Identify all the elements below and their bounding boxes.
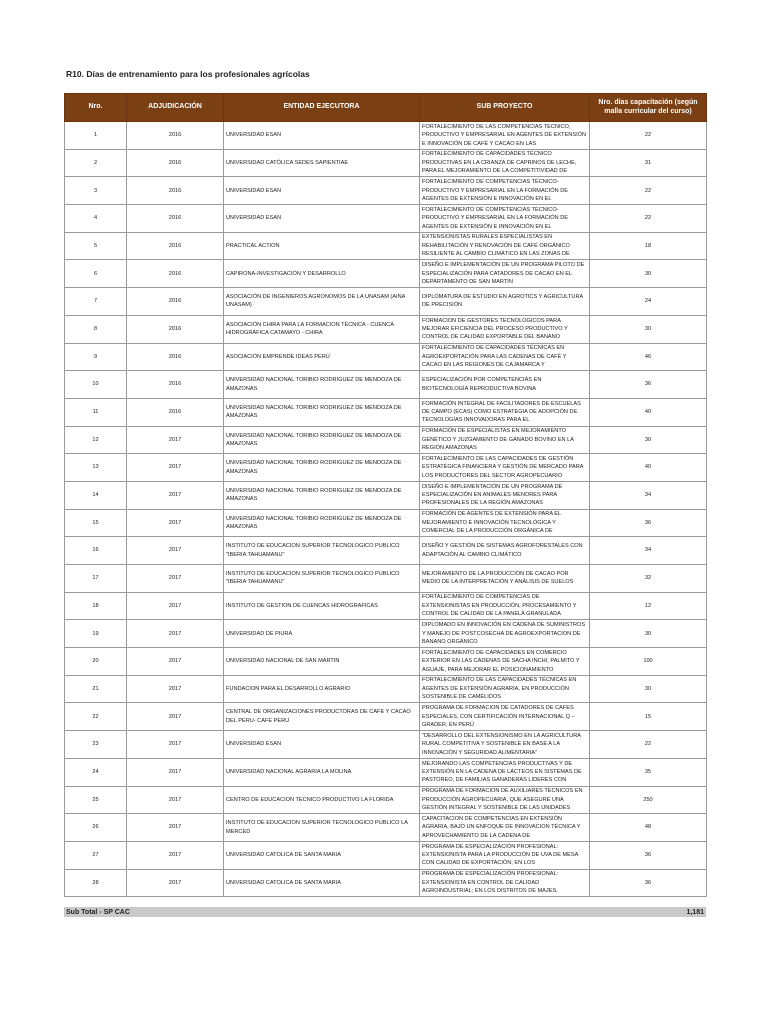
cell-entidad xyxy=(224,565,420,593)
cell-entidad xyxy=(224,675,420,703)
cell-nro: 24 xyxy=(65,758,127,786)
cell-nro: 1 xyxy=(65,122,127,150)
table-row xyxy=(65,260,707,288)
cell-entidad-text: ASOCIACIÓN CHIRA PARA LA FORMACION TÉCNICA - CUENCA HIDROGRÁFICA CATAMAYO - CHIRA xyxy=(226,321,394,337)
table-row xyxy=(65,703,707,731)
cell-subproyecto-text: PROGRAMA DE FORMACION DE CATADORES DE CAFES ESPECIALES, CON CERTIFICACIÓN INTERNACIONAL Q – GRADER, EN PERÚ xyxy=(422,705,575,728)
cell-subproyecto-text: "DESARROLLO DEL EXTENSIONISMO EN LA AGRICULTURA RURAL COMPETITIVA Y SOSTENIBLE EN BASE A LA INNOVACIÓN Y SEGURIDAD ALIMENTARIA" xyxy=(422,732,581,756)
cell-nro: 22 xyxy=(65,703,127,731)
table-row xyxy=(65,232,707,260)
cell-entidad xyxy=(224,786,420,814)
table-row xyxy=(65,814,707,842)
cell-entidad xyxy=(224,205,420,233)
cell-subproyecto xyxy=(420,841,590,869)
cell-subproyecto-text: FORTALECIMIENTO DE CAPACIDADES TÉCNICO PRODUCTIVAS EN LA CRIANZA DE CAPRINOS DE LECHE, PARA EL MEJORAMIENTO DE LA COMPETITIVIDAD DE xyxy=(422,151,577,175)
header-adjudicacion: ADJUDICACIÓN xyxy=(127,94,224,122)
cell-entidad xyxy=(224,177,420,205)
cell-subproyecto-text: DIPLOMATURA DE ESTUDIO EN AGROTICS Y AGRICULTURA DE PRECISIÓN xyxy=(422,294,583,309)
cell-dias: 36 xyxy=(590,841,707,869)
cell-dias: 35 xyxy=(590,758,707,786)
cell-entidad-text: INSTITUTO DE GESTION DE CUENCAS HIDROGRAFICAS xyxy=(226,602,378,609)
cell-entidad xyxy=(224,371,420,399)
cell-subproyecto xyxy=(420,122,590,150)
subtotal-label: Sub Total - SP CAC xyxy=(66,908,130,916)
cell-nro: 20 xyxy=(65,648,127,676)
cell-entidad xyxy=(224,509,420,537)
cell-entidad xyxy=(224,398,420,426)
cell-subproyecto-text: FORMACION DE GESTORES TECNOLOGICOS PARA MEJORAR EFICIENCIA DEL PROCESO PRODUCTIVO Y CONTROL DE CALIDAD EXPORTABLE DEL BANANO xyxy=(422,317,568,341)
cell-entidad xyxy=(224,315,420,343)
cell-entidad-text: PRACTICAL ACTION xyxy=(226,242,280,249)
cell-dias: 30 xyxy=(590,426,707,454)
cell-adjudicacion: 2017 xyxy=(127,426,224,454)
cell-nro: 13 xyxy=(65,454,127,482)
cell-dias: 24 xyxy=(590,288,707,316)
cell-entidad-text: UNIVERSIDAD NACIONAL TORIBIO RODRIGUEZ DE MENDOZA DE AMAZONAS xyxy=(226,460,402,475)
cell-subproyecto-text: MEJORAMIENTO DE LA PRODUCCIÓN DE CACAO POR MEDIO DE LA INTERPRETACIÓN Y ANÁLISIS DE SUELOS xyxy=(422,570,574,586)
table-row xyxy=(65,537,707,565)
cell-entidad-text: UNIVERSIDAD NACIONAL TORIBIO RODRIGUEZ DE MENDOZA DE AMAZONAS xyxy=(226,515,402,530)
cell-subproyecto-text: FORMACIÓN INTEGRAL DE FACILITADORES DE ESCUELAS DE CAMPO (ECAS) COMO ESTRATEGIA DE ADOPCIÓN DE TECNOLOGÍAS INNOVADORAS PARA EL xyxy=(422,400,581,424)
cell-nro: 27 xyxy=(65,841,127,869)
cell-subproyecto xyxy=(420,454,590,482)
table-row xyxy=(65,288,707,316)
cell-subproyecto xyxy=(420,509,590,537)
cell-subproyecto-text: FORTALECIMIENTO DE CAPACIDADES TÉCNICAS EN AGROEXPORTACIÓN PARA LAS CADENAS DE CAFÉ Y CACAO EN LAS REGIONES DE CAJAMARCA Y xyxy=(422,345,567,369)
cell-nro: 14 xyxy=(65,481,127,509)
table-row xyxy=(65,841,707,869)
cell-subproyecto-text: FORTALECIMIENTO DE LAS CAPACIDADES TÉCNICAS EN AGENTES DE EXTENSIÓN AGRARIA, EN PRODUCCIÓN SOSTENIBLE DE CAMÉLIDOS xyxy=(422,677,577,701)
table-row xyxy=(65,398,707,426)
cell-subproyecto-text: DIPLOMADO EN INNOVACIÓN EN CADENA DE SUMINISTROS Y MANEJO DE POSTCOSECHA DE AGROEXPORTACION DE BANANO ORGÁNICO xyxy=(422,622,586,645)
cell-subproyecto-text: FORTALECIMIENTO DE COMPETENCIAS TÉCNICO-PRODUCTIVO Y EMPRESARIAL EN LA FORMACIÓN DE AGENTES DE EXTENSIÓN E INNOVACIÓN EN EL xyxy=(422,206,568,230)
cell-entidad xyxy=(224,592,420,620)
cell-adjudicacion: 2016 xyxy=(127,315,224,343)
cell-entidad xyxy=(224,288,420,316)
cell-subproyecto xyxy=(420,869,590,897)
cell-nro: 19 xyxy=(65,620,127,648)
cell-adjudicacion: 2017 xyxy=(127,841,224,869)
cell-subproyecto xyxy=(420,260,590,288)
cell-entidad-text: FUNDACION PARA EL DESARROLLO AGRARIO xyxy=(226,685,351,692)
cell-adjudicacion: 2017 xyxy=(127,675,224,703)
cell-nro: 8 xyxy=(65,315,127,343)
cell-subproyecto-text: FORTALECIMIENTO DE CAPACIDADES EN COMERCIO EXTERIOR EN LAS CADENAS DE SACHA INCHI, PALMITO Y AGUAJE, PARA MEJORAR EL POSICIONAMIENTO xyxy=(422,649,580,673)
cell-entidad-text: UNIVERSIDAD CATOLICA DE SANTA MARIA xyxy=(226,879,342,886)
cell-nro: 5 xyxy=(65,232,127,260)
table-row xyxy=(65,343,707,371)
cell-nro: 4 xyxy=(65,205,127,233)
cell-adjudicacion: 2017 xyxy=(127,565,224,593)
cell-dias: 48 xyxy=(590,814,707,842)
table-row xyxy=(65,509,707,537)
cell-subproyecto xyxy=(420,786,590,814)
cell-nro: 21 xyxy=(65,675,127,703)
header-dias: Nro. días capacitación (según malla curricular del curso) xyxy=(590,94,707,122)
subtotal-value: 1,181 xyxy=(686,908,704,916)
cell-subproyecto-text: DISEÑO Y GESTIÓN DE SISTEMAS AGROFORESTALES CON ADAPTACIÓN AL CAMBIO CLIMÁTICO xyxy=(422,543,583,558)
cell-subproyecto xyxy=(420,620,590,648)
training-days-table xyxy=(64,93,707,897)
table-row xyxy=(65,481,707,509)
cell-subproyecto-text: DISEÑO E IMPLEMENTACIÓN DE UN PROGRAMA DE ESPECIALIZACIÓN EN ANIMALES MENORES PARA PROFESIONALES DE LA REGIÓN AMAZONAS xyxy=(422,483,563,507)
cell-subproyecto xyxy=(420,426,590,454)
cell-entidad xyxy=(224,454,420,482)
cell-nro: 2 xyxy=(65,149,127,177)
cell-subproyecto xyxy=(420,675,590,703)
cell-adjudicacion: 2017 xyxy=(127,481,224,509)
table-row xyxy=(65,426,707,454)
section-title: R10. Días de entrenamiento para los profesionales agrícolas xyxy=(66,69,310,79)
cell-adjudicacion: 2017 xyxy=(127,648,224,676)
cell-subproyecto-text: FORMACIÓN DE AGENTES DE EXTENSIÓN PARA EL MEJORAMIENTO E INNOVACIÓN TECNOLÓGICA Y COMERCIAL DE LA PRODUCCIÓN ORGÁNICA DE xyxy=(422,511,561,535)
cell-dias: 12 xyxy=(590,592,707,620)
cell-subproyecto-text: ESPECIALIZACIÓN POR COMPETENCIAS EN BIOTECNOLOGÍA REPRODUCTIVA BOVINA xyxy=(422,377,542,392)
cell-adjudicacion: 2017 xyxy=(127,537,224,565)
cell-subproyecto xyxy=(420,731,590,759)
cell-subproyecto xyxy=(420,343,590,371)
cell-dias: 31 xyxy=(590,149,707,177)
cell-entidad-text: CENTRO DE EDUCACION TECNICO PRODUCTIVO LA FLORIDA xyxy=(226,796,394,803)
cell-dias: 30 xyxy=(590,675,707,703)
table-row xyxy=(65,620,707,648)
cell-dias: 22 xyxy=(590,731,707,759)
cell-entidad xyxy=(224,260,420,288)
cell-subproyecto xyxy=(420,648,590,676)
cell-entidad-text: INSTITUTO DE EDUCACION SUPERIOR TECNOLOGICO PUBLICO "IBERIA TAHUAMANU" xyxy=(226,570,400,586)
cell-entidad-text: INSTITUTO DE EDUCACION SUPERIOR TECNOLOGICO PUBLICO "IBERIA TAHUAMANU" xyxy=(226,543,400,558)
cell-dias: 250 xyxy=(590,786,707,814)
cell-subproyecto-text: FORMACIÓN DE ESPECIALISTAS EN MEJORAMIENTO GENÉTICO Y JUZGAMIENTO DE GANADO BOVINO EN LA REGIÓN AMAZONAS xyxy=(422,428,574,452)
cell-dias: 15 xyxy=(590,703,707,731)
cell-dias: 32 xyxy=(590,565,707,593)
cell-nro: 28 xyxy=(65,869,127,897)
cell-dias: 36 xyxy=(590,371,707,399)
cell-subproyecto-text: PROGRAMA DE ESPECIALIZACIÓN PROFESIONAL: EXTENSIONISTA EN CONTROL DE CALIDAD AGROINDUSTRIAL; EN LOS DISTRITOS DE MAJES, xyxy=(422,871,559,895)
table-header-row xyxy=(65,94,707,122)
cell-entidad xyxy=(224,122,420,150)
cell-entidad-text: INSTITUTO DE EDUCACION SUPERIOR TECNOLOGICO PUBLICO LA MERCED xyxy=(226,820,408,835)
table-row xyxy=(65,675,707,703)
cell-adjudicacion: 2017 xyxy=(127,620,224,648)
cell-adjudicacion: 2016 xyxy=(127,288,224,316)
cell-entidad-text: UNIVERSIDAD ESAN xyxy=(226,741,282,748)
table-row xyxy=(65,758,707,786)
cell-adjudicacion: 2017 xyxy=(127,786,224,814)
cell-subproyecto xyxy=(420,232,590,260)
cell-adjudicacion: 2016 xyxy=(127,398,224,426)
cell-subproyecto-text: PROGRAMA DE FORMACION DE AUXILIARES TECNICOS EN PRODUCCIÓN AGROPECUARIA, QUE ASEGURE UNA GESTIÓN INTEGRAL Y SOSTENIBLE DE LAS UNIDADES xyxy=(422,788,583,812)
cell-nro: 10 xyxy=(65,371,127,399)
table-row xyxy=(65,122,707,150)
cell-entidad-text: UNIVERSIDAD ESAN xyxy=(226,215,282,222)
cell-adjudicacion: 2016 xyxy=(127,149,224,177)
cell-entidad-text: UNIVERSIDAD DE PIURA xyxy=(226,630,293,637)
table-row xyxy=(65,731,707,759)
cell-subproyecto-text: FORTALECIMIENTO DE LAS CAPACIDADES DE GESTIÓN ESTRATÉGICA FINANCIERA Y GESTIÓN DE MERCADO PARA LOS PRODUCTORES DEL SECTOR AGROPECUARIO xyxy=(422,455,584,479)
cell-nro: 15 xyxy=(65,509,127,537)
cell-entidad xyxy=(224,648,420,676)
cell-dias: 34 xyxy=(590,537,707,565)
cell-subproyecto xyxy=(420,398,590,426)
cell-subproyecto xyxy=(420,149,590,177)
cell-adjudicacion: 2017 xyxy=(127,592,224,620)
table-row xyxy=(65,177,707,205)
cell-nro: 7 xyxy=(65,288,127,316)
cell-dias: 30 xyxy=(590,315,707,343)
cell-adjudicacion: 2016 xyxy=(127,177,224,205)
cell-adjudicacion: 2016 xyxy=(127,122,224,150)
cell-dias: 18 xyxy=(590,232,707,260)
cell-adjudicacion: 2017 xyxy=(127,454,224,482)
cell-entidad-text: CAPIRONA-INVESTIGACIÓN Y DESARROLLO xyxy=(226,270,346,277)
cell-subproyecto-text: EXTENSIONISTAS RURALES ESPECIALISTAS EN REHABILITACIÓN Y RENOVACIÓN DE CAFÉ ORGÁNICO RESILIENTE AL CAMBIO CLIMÁTICO EN LAS ZONAS DE xyxy=(422,234,570,258)
cell-entidad-text: CENTRAL DE ORGANIZACIONES PRODUCTORAS DE CAFE Y CACAO DEL PERU- CAFE PERU xyxy=(226,709,411,724)
cell-dias: 40 xyxy=(590,454,707,482)
cell-subproyecto xyxy=(420,288,590,316)
cell-nro: 11 xyxy=(65,398,127,426)
cell-entidad xyxy=(224,731,420,759)
cell-entidad-text: UNIVERSIDAD ESAN xyxy=(226,187,282,194)
cell-entidad xyxy=(224,703,420,731)
cell-entidad xyxy=(224,869,420,897)
cell-entidad xyxy=(224,481,420,509)
cell-entidad-text: UNIVERSIDAD ESAN xyxy=(226,132,282,139)
cell-entidad-text: ASOCIACIÓN EMPRENDE IDEAS PERÚ xyxy=(226,353,330,360)
cell-adjudicacion: 2017 xyxy=(127,814,224,842)
cell-entidad xyxy=(224,620,420,648)
cell-dias: 46 xyxy=(590,343,707,371)
cell-subproyecto-text: MEJORANDO LAS COMPETENCIAS PRODUCTIVAS Y DE EXTENSIÓN EN LA CADENA DE LÁCTEOS EN SISTEMAS DE PASTOREO, DE FAMILIAS GANADERAS LIDERES CON xyxy=(422,760,582,784)
cell-dias: 34 xyxy=(590,481,707,509)
cell-adjudicacion: 2017 xyxy=(127,869,224,897)
cell-subproyecto xyxy=(420,703,590,731)
cell-entidad xyxy=(224,841,420,869)
cell-entidad xyxy=(224,426,420,454)
cell-subproyecto-text: CAPACITACION DE COMPETENCIAS EN EXTENSIÓN AGRARIA, BAJO UN ENFOQUE DE INNOVACION TÉCNICA Y APROVECHAMIENTO DE LA CADENA DE xyxy=(422,815,581,839)
cell-entidad xyxy=(224,537,420,565)
cell-subproyecto xyxy=(420,371,590,399)
cell-subproyecto-text: FORTALECIMIENTO DE COMPETENCIAS DE EXTENSIONISTAS EN PRODUCCIÓN, PROCESAMIENTO Y CONTROL DE CALIDAD DE LA PANELA GRANULADA xyxy=(422,594,577,618)
cell-subproyecto-text: PROGRAMA DE ESPECIALIZACIÓN PROFESIONAL: EXTENSIONISTA PARA LA PRODUCCIÓN DE UVA DE MESA CON CALIDAD DE EXPORTACIÓN; EN LOS xyxy=(422,843,579,867)
cell-dias: 36 xyxy=(590,509,707,537)
cell-entidad xyxy=(224,343,420,371)
cell-entidad-text: UNIVERSIDAD NACIONAL TORIBIO RODRIGUEZ DE MENDOZA DE AMAZONAS xyxy=(226,404,402,420)
header-nro: Nro. xyxy=(65,94,127,122)
cell-nro: 16 xyxy=(65,537,127,565)
cell-nro: 26 xyxy=(65,814,127,842)
cell-dias: 22 xyxy=(590,205,707,233)
table-row xyxy=(65,592,707,620)
table-row xyxy=(65,315,707,343)
cell-entidad xyxy=(224,149,420,177)
cell-adjudicacion: 2017 xyxy=(127,509,224,537)
cell-nro: 23 xyxy=(65,731,127,759)
cell-dias: 30 xyxy=(590,620,707,648)
cell-adjudicacion: 2017 xyxy=(127,703,224,731)
cell-nro: 6 xyxy=(65,260,127,288)
table-row xyxy=(65,786,707,814)
cell-adjudicacion: 2016 xyxy=(127,205,224,233)
cell-entidad xyxy=(224,758,420,786)
cell-adjudicacion: 2016 xyxy=(127,260,224,288)
cell-dias: 36 xyxy=(590,869,707,897)
cell-entidad-text: UNIVERSIDAD NACIONAL DE SAN MARTIN xyxy=(226,658,340,665)
subtotal-row xyxy=(64,907,706,917)
cell-subproyecto xyxy=(420,565,590,593)
cell-subproyecto xyxy=(420,205,590,233)
cell-subproyecto-text: FORTALECIMIENTO DE LAS COMPETENCIAS TECNICO, PRODUCTIVO Y EMPRESARIAL EN AGENTES DE EXTENSIÓN E INNOVACIÓN DE CAFÉ Y CACAO EN LAS xyxy=(422,123,587,147)
header-subproyecto: SUB PROYECTO xyxy=(420,94,590,122)
cell-dias: 40 xyxy=(590,398,707,426)
cell-nro: 17 xyxy=(65,565,127,593)
cell-adjudicacion: 2016 xyxy=(127,371,224,399)
cell-dias: 30 xyxy=(590,260,707,288)
cell-subproyecto xyxy=(420,592,590,620)
cell-nro: 3 xyxy=(65,177,127,205)
table-row xyxy=(65,205,707,233)
cell-subproyecto-text: FORTALECIMIENTO DE COMPETENCIAS TÉCNICO-PRODUCTIVO Y EMPRESARIAL EN LA FORMACIÓN DE AGENTES DE EXTENSIÓN E INNOVACIÓN EN EL xyxy=(422,179,568,202)
cell-nro: 9 xyxy=(65,343,127,371)
cell-subproyecto xyxy=(420,814,590,842)
cell-nro: 25 xyxy=(65,786,127,814)
cell-subproyecto-text: DISEÑO E IMPLEMENTACIÓN DE UN PROGRAMA PILOTO DE ESPECIALIZACIÓN PARA CATADORES DE CACAO EN EL DEPARTAMENTO DE SAN MARTÍN xyxy=(422,262,585,285)
cell-nro: 18 xyxy=(65,592,127,620)
table-row xyxy=(65,371,707,399)
cell-entidad-text: UNIVERSIDAD CATÓLICA SEDES SAPIENTIAE xyxy=(226,159,349,166)
table-row xyxy=(65,565,707,593)
cell-entidad-text: ASOCIACIÓN DE INGENIEROS AGRONOMOS DE LA UNASAM (AINA UNASAM) xyxy=(226,294,406,309)
cell-entidad-text: UNIVERSIDAD NACIONAL TORIBIO RODRIGUEZ DE MENDOZA DE AMAZONAS xyxy=(226,487,402,503)
cell-dias: 22 xyxy=(590,177,707,205)
cell-adjudicacion: 2016 xyxy=(127,343,224,371)
cell-entidad xyxy=(224,814,420,842)
cell-entidad-text: UNIVERSIDAD NACIONAL TORIBIO RODRIGUEZ DE MENDOZA DE AMAZONAS xyxy=(226,432,402,447)
cell-dias: 22 xyxy=(590,122,707,150)
cell-subproyecto xyxy=(420,537,590,565)
cell-adjudicacion: 2016 xyxy=(127,232,224,260)
cell-subproyecto xyxy=(420,177,590,205)
cell-entidad-text: UNIVERSIDAD CATOLICA DE SANTA MARIA xyxy=(226,852,342,859)
table-row xyxy=(65,149,707,177)
table-row xyxy=(65,869,707,897)
cell-adjudicacion: 2017 xyxy=(127,758,224,786)
cell-dias: 100 xyxy=(590,648,707,676)
cell-entidad-text: UNIVERSIDAD NACIONAL TORIBIO RODRIGUEZ DE MENDOZA DE AMAZONAS xyxy=(226,377,402,392)
cell-subproyecto xyxy=(420,758,590,786)
header-entidad: ENTIDAD EJECUTORA xyxy=(224,94,420,122)
table-row xyxy=(65,454,707,482)
table-body xyxy=(65,122,707,897)
cell-nro: 12 xyxy=(65,426,127,454)
table-row xyxy=(65,648,707,676)
cell-entidad xyxy=(224,232,420,260)
cell-subproyecto xyxy=(420,315,590,343)
cell-adjudicacion: 2017 xyxy=(127,731,224,759)
cell-entidad-text: UNIVERSIDAD NACIONAL AGRARIA LA MOLINA xyxy=(226,768,352,775)
cell-subproyecto xyxy=(420,481,590,509)
